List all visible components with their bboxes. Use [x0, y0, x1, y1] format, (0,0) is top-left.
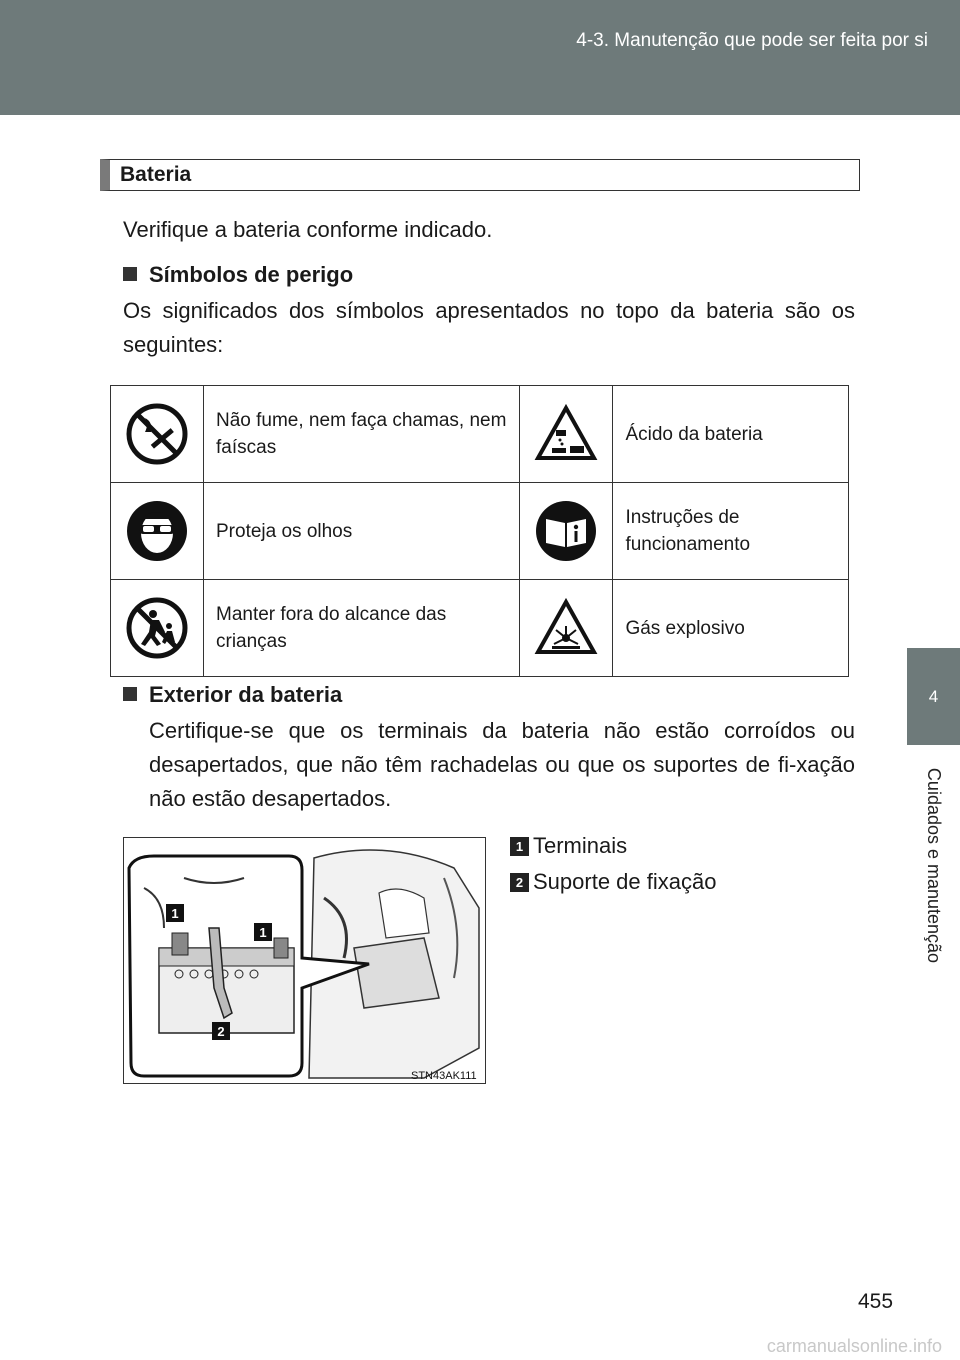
exterior-heading: [123, 678, 342, 712]
chapter-label: [907, 745, 960, 985]
symbol-cell: [520, 580, 613, 677]
symbol-label: Gás explosivo: [613, 580, 849, 677]
callout-number: 1: [259, 925, 267, 940]
symbol-label: Proteja os olhos: [204, 483, 520, 580]
exterior-heading-text: Exterior da bateria: [149, 682, 343, 707]
symbol-label: Ácido da bateria: [613, 386, 849, 483]
legend-item: [510, 869, 716, 895]
chapter-tab[interactable]: [907, 648, 960, 745]
section-title: Bateria: [100, 159, 860, 191]
intro-text: Verifique a bateria conforme indicado.: [123, 217, 493, 242]
operating-instructions-icon: [534, 499, 598, 563]
side-strip: [907, 115, 960, 648]
symbol-cell: [111, 580, 204, 677]
symbol-cell: [111, 386, 204, 483]
battery-figure: [123, 837, 486, 1084]
symbols-table: [110, 385, 849, 677]
legend-label: Terminais: [533, 833, 628, 858]
legend-number: 1: [510, 837, 529, 856]
symbol-label: Manter fora do alcance das crianças: [204, 580, 520, 677]
no-smoking-icon: [125, 402, 189, 466]
page-number: 455: [858, 1290, 894, 1313]
symbol-cell: [520, 386, 613, 483]
legend-item: [510, 833, 627, 859]
watermark[interactable]: carmanualsonline.info: [766, 1336, 942, 1356]
chapter-number: 4: [928, 686, 939, 706]
eye-protection-icon: [125, 499, 189, 563]
exterior-text: Certifique-se que os terminais da bateria não estão corroídos ou desapertados, que não têm rachadelas ou que os suportes de fi-xação não estão desapertados.: [149, 718, 855, 811]
hazard-text: Os significados dos símbolos apresentados no topo da bateria são os seguintes:: [123, 298, 855, 357]
symbol-label: Instruções de funcionamento: [613, 483, 849, 580]
symbol-cell: [520, 483, 613, 580]
hazard-heading-text: Símbolos de perigo: [149, 262, 354, 287]
table-row: [111, 483, 849, 580]
callout-number: 2: [217, 1024, 225, 1039]
figure-code: STN43AK111: [411, 1070, 477, 1082]
hazard-heading: [123, 258, 353, 292]
engine-bay-illustration: [124, 838, 485, 1083]
callout-badge: [254, 923, 272, 941]
legend-label: Suporte de fixação: [533, 869, 717, 894]
table-row: [111, 580, 849, 677]
bullet-icon: [123, 267, 137, 281]
explosive-gas-icon: [534, 596, 598, 660]
breadcrumb: 4-3. Manutenção que pode ser feita por si: [576, 30, 928, 51]
bullet-icon: [123, 687, 137, 701]
callout-badge: [166, 904, 184, 922]
callout-number: 1: [171, 906, 179, 921]
symbol-label: Não fume, nem faça chamas, nem faíscas: [204, 386, 520, 483]
keep-away-children-icon: [125, 596, 189, 660]
header-band: [0, 0, 960, 115]
symbol-cell: [111, 483, 204, 580]
table-row: [111, 386, 849, 483]
chapter-label-text: Cuidados e manutenção: [924, 767, 945, 963]
legend-number: 2: [510, 873, 529, 892]
battery-acid-icon: [534, 402, 598, 466]
callout-badge: [212, 1022, 230, 1040]
